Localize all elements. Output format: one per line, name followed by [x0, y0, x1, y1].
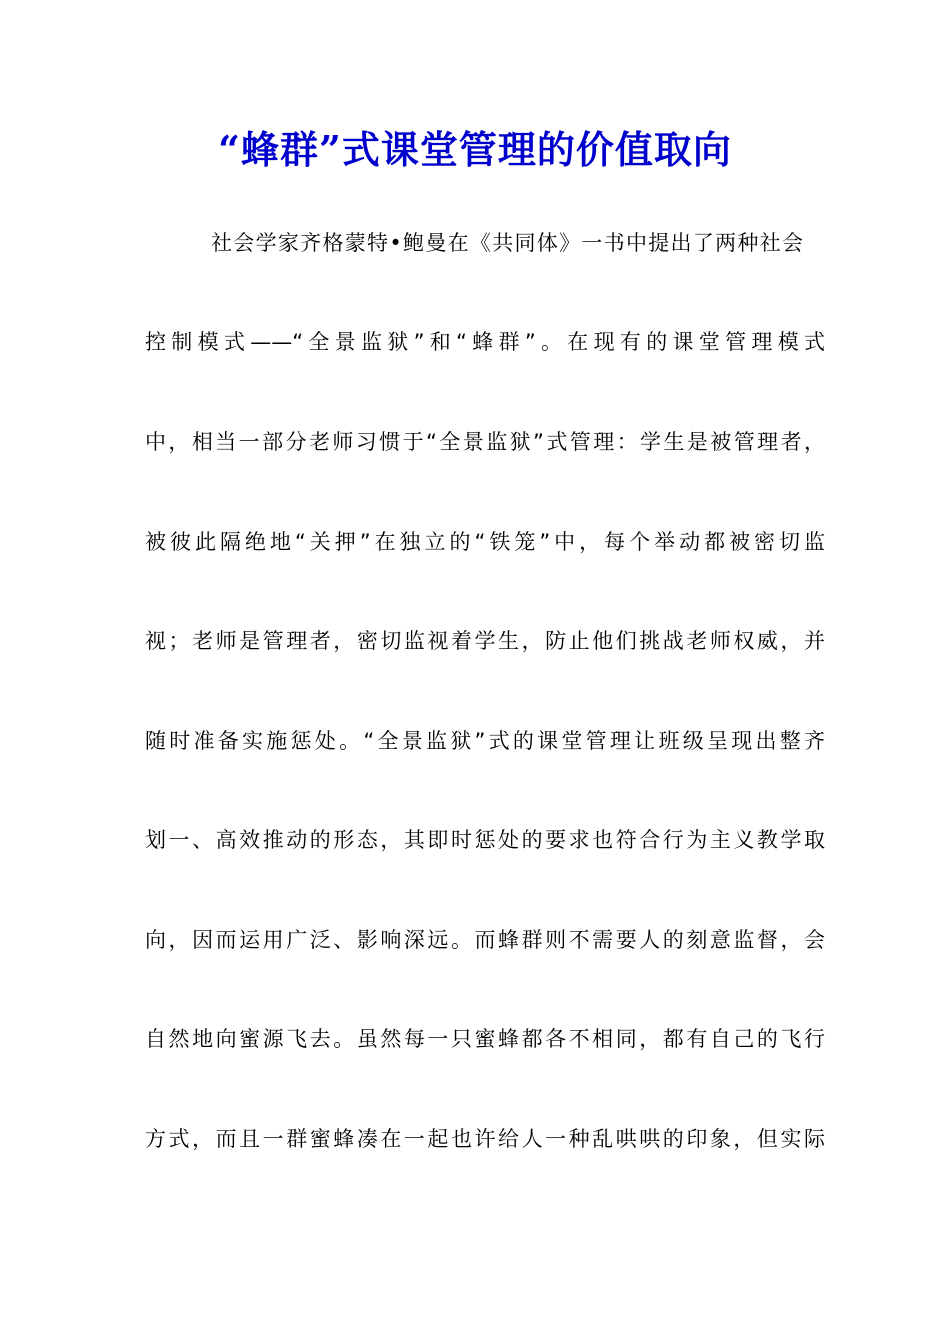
- paragraph-line-3: 中，相当一部分老师习惯于“全景监狱”式管理：学生是被管理者，: [145, 430, 825, 454]
- paragraph-line-4: 被彼此隔绝地“关押”在独立的“铁笼”中，每个举动都被密切监: [145, 530, 825, 554]
- paragraph-line-6: 随时准备实施惩处。“全景监狱”式的课堂管理让班级呈现出整齐: [145, 729, 825, 753]
- paragraph-line-10: 方式，而且一群蜜蜂凑在一起也许给人一种乱哄哄的印象，但实际: [145, 1127, 825, 1151]
- paragraph-line-9: 自然地向蜜源飞去。虽然每一只蜜蜂都各不相同，都有自己的飞行: [145, 1027, 825, 1051]
- paragraph-line-2: 控制模式——“全景监狱”和“蜂群”。在现有的课堂管理模式: [145, 330, 825, 354]
- paragraph-line-7: 划一、高效推动的形态，其即时惩处的要求也符合行为主义教学取: [145, 828, 825, 852]
- paragraph-line-8: 向，因而运用广泛、影响深远。而蜂群则不需要人的刻意监督，会: [145, 928, 825, 952]
- paragraph-line-1: 社会学家齐格蒙特•鲍曼在《共同体》一书中提出了两种社会: [211, 231, 803, 255]
- document-title: “蜂群”式课堂管理的价值取向: [218, 127, 732, 172]
- paragraph-line-5: 视；老师是管理者，密切监视着学生，防止他们挑战老师权威，并: [145, 629, 825, 653]
